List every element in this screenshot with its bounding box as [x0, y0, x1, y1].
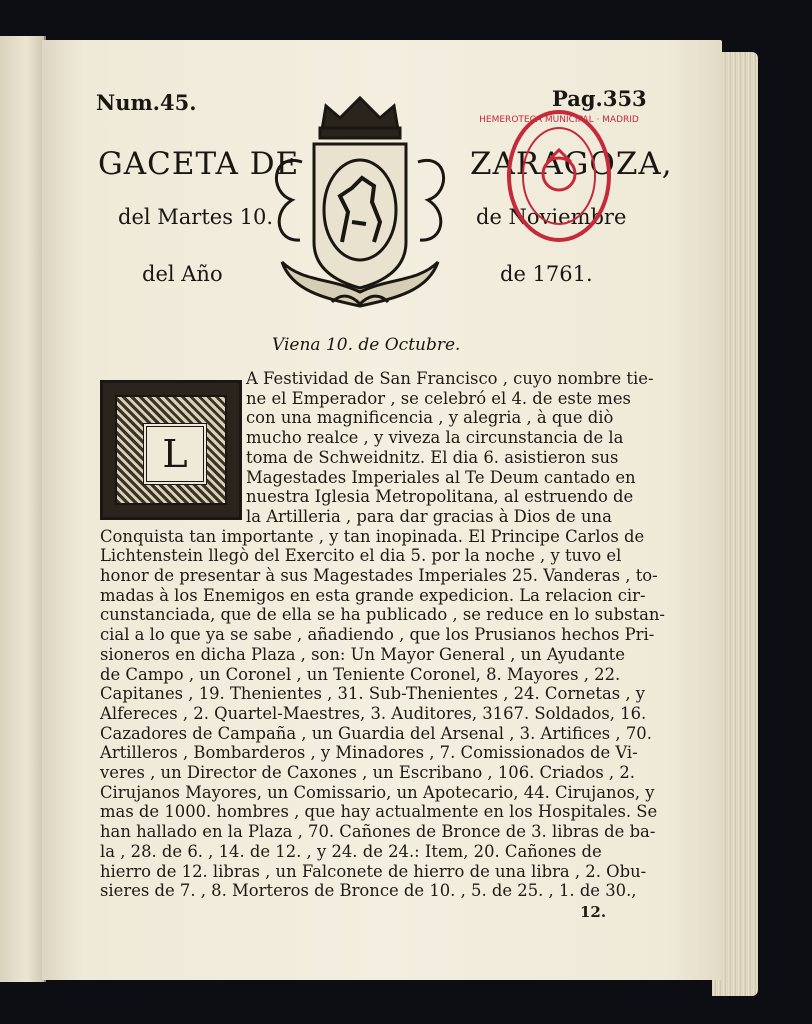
text-line: cunstanciada, que de ella se ha publicado , se reduce en lo substan- [100, 605, 665, 625]
coat-of-arms-lion-icon [262, 92, 458, 314]
text-line: Capitanes , 19. Thenientes , 31. Sub-Thenientes , 24. Cornetas , y [100, 684, 646, 704]
page-number: Pag.353 [552, 86, 647, 111]
text-line: con una magnificencia , y alegria , à que diò [246, 408, 614, 428]
text-line: honor de presentar à sus Magestades Imperiales 25. Vanderas , to- [100, 566, 658, 585]
text-line: veres , un Director de Caxones , un Escribano , 106. Criados , 2. [100, 763, 635, 782]
dateline: Viena 10. de Octubre. [272, 335, 461, 355]
text-line: madas à los Enemigos en esta grande expedicion. La relacion cir- [100, 585, 646, 605]
text-line: Cazadores de Campaña , un Guardia del Arsenal , 3. Artifices , 70. [100, 723, 652, 743]
catchword: 12. [580, 903, 607, 921]
text-line: la Artilleria , para dar gracias à Dios de una [246, 506, 612, 526]
text-line: ne el Emperador , se celebró el 4. de este mes [246, 388, 631, 408]
text-line: sieres de 7. , 8. Morteros de Bronce de 10. , 5. de 25. , 1. de 30., [100, 881, 637, 901]
text-line: toma de Schweidnitz. El dia 6. asistieron sus [246, 447, 619, 467]
text-line: han hallado en la Plaza , 70. Cañones de Bronce de 3. libras de ba- [100, 822, 656, 842]
date-right: de Noviembre [476, 205, 627, 229]
text-line: Conquista tan importante , y tan inopinada. El Principe Carlos de [100, 526, 645, 546]
text-line: Lichtenstein llegò del Exercito el dia 5. por la noche , y tuvo el [100, 546, 622, 566]
title-left: GACETA DE [98, 146, 300, 182]
text-line: hierro de 12. libras , un Falconete de hierro de una libra , 2. Obu- [100, 861, 647, 881]
text-line: Magestades Imperiales al Te Deum cantado en [246, 467, 636, 487]
text-line: sioneros en dicha Plaza , son: Un Mayor General , un Ayudante [100, 644, 625, 664]
text-line: mas de 1000. hombres , que hay actualmente en los Hospitales. Se [100, 802, 658, 822]
library-stamp-icon [479, 106, 639, 246]
facing-page-edge [0, 36, 46, 982]
text-line: Alfereces , 2. Quartel-Maestres, 3. Auditores, 3167. Soldados, 16. [100, 703, 647, 723]
title-right: ZARAGOZA, [470, 146, 673, 182]
text-line: A Festividad de San Francisco , cuyo nombre tie- [246, 369, 654, 388]
text-line: la , 28. de 6. , 14. de 12. , y 24. de 24.: Item, 20. Cañones de [100, 841, 602, 861]
text-line: Artilleros , Bombarderos , y Minadores , 7. Comissionados de Vi- [100, 743, 638, 763]
text-line: cial a lo que ya se sabe , añadiendo , que los Prusianos hechos Pri- [100, 625, 655, 645]
text-line: Cirujanos Mayores, un Comissario, un Apotecario, 44. Cirujanos, y [100, 782, 655, 802]
date-left: del Martes 10. [118, 205, 274, 229]
year-left: del Año [142, 262, 223, 286]
text-line: de Campo , un Coronel , un Teniente Coronel, 8. Mayores , 22. [100, 664, 621, 684]
text-line: mucho realce , y viveza la circunstancia de la [246, 428, 624, 448]
ornamental-initial [100, 380, 242, 520]
issue-number: Num.45. [96, 90, 197, 115]
initial-letter: L [143, 423, 207, 485]
text-line: nuestra Iglesia Metropolitana, al estruendo de [246, 487, 634, 507]
year-right: de 1761. [500, 262, 593, 286]
stamp-text: HEMEROTECA MUNICIPAL · MADRID [479, 115, 639, 125]
